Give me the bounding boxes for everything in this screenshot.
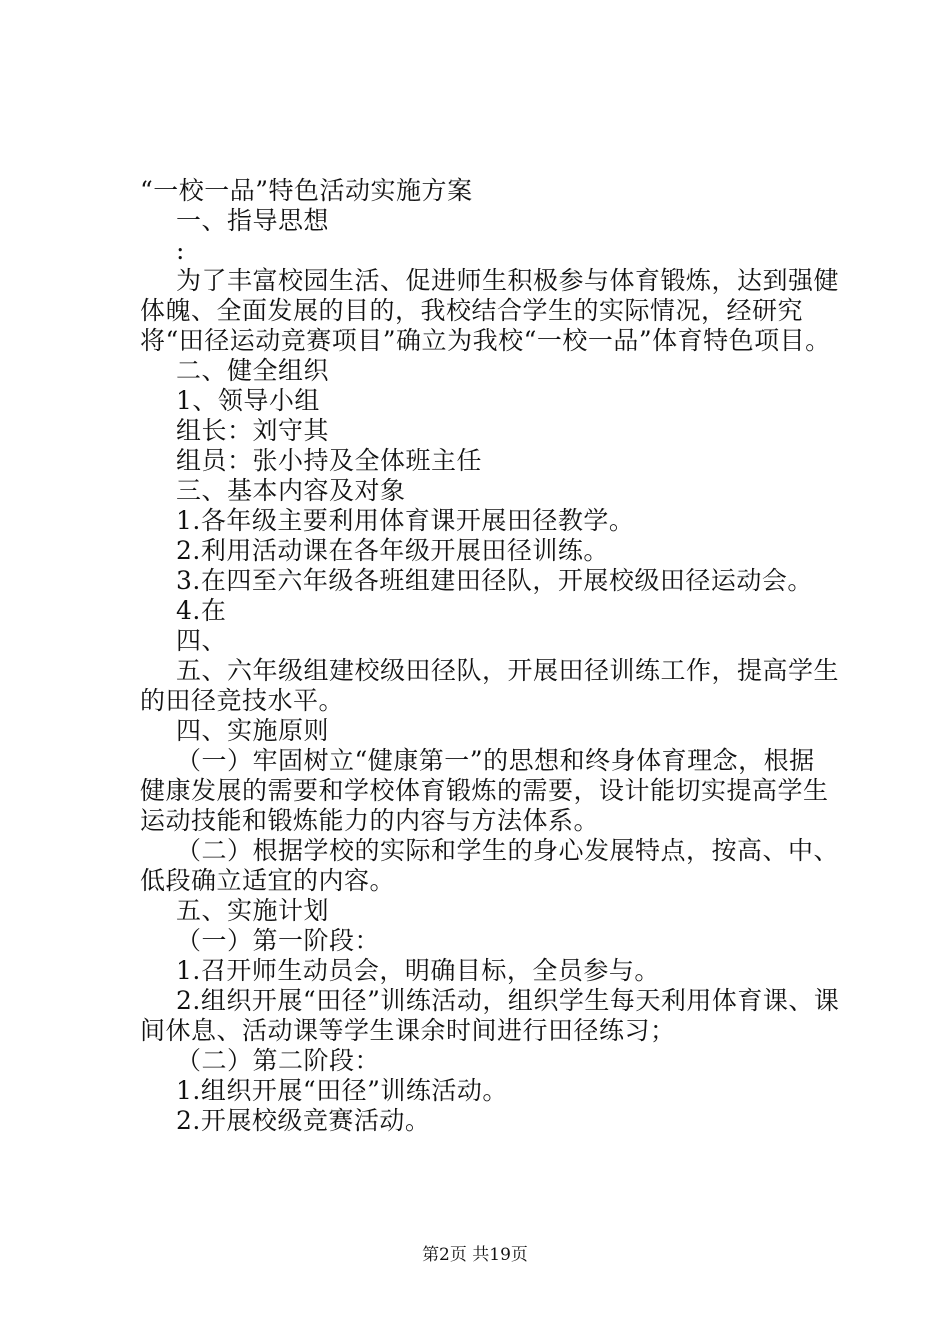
stage-1-item-1: 1.召开师生动员会，明确目标，全员参与。 [176,956,660,985]
document-title: “一校一品”特色活动实施方案 [140,176,473,205]
guiding-idea-paragraph: 为了丰富校园生活、促进师生积极参与体育锻炼，达到强健体魄、全面发展的目的，我校结合学生的实际情况，经研究将“田径运动竞赛项目”确立为我校“一校一品”体育特色项目。 [140,266,840,355]
stage-2-item-2: 2.开展校级竞赛活动。 [176,1106,431,1135]
section-heading-plan: 五、实施计划 [176,896,330,925]
stage-1-item-2: 2.组织开展“田径”训练活动，组织学生每天利用体育课、课间休息、活动课等学生课余时间进行田径练习； [140,986,840,1045]
content-item-2: 2.利用活动课在各年级开展田径训练。 [176,536,609,565]
content-item-6: 五、六年级组建校级田径队，开展田径训练工作，提高学生的田径竞技水平。 [140,656,840,715]
stage-2-heading: （二）第二阶段： [176,1046,381,1075]
content-item-3: 3.在四至六年级各班组建田径队，开展校级田径运动会。 [176,566,813,595]
content-item-5: 四、 [176,626,228,655]
section-heading-principles: 四、实施原则 [176,716,330,745]
content-item-1: 1.各年级主要利用体育课开展田径教学。 [176,506,635,535]
group-leader: 组长：刘守其 [176,416,330,445]
group-members: 组员：张小持及全体班主任 [176,446,483,475]
principle-paragraph-1: （一）牢固树立“健康第一”的思想和终身体育理念，根据健康发展的需要和学校体育锻炼的需要，设计能切实提高学生运动技能和锻炼能力的内容与方法体系。 [140,746,829,835]
principle-paragraph-2: （二）根据学校的实际和学生的身心发展特点，按高、中、低段确立适宜的内容。 [140,836,840,895]
section-heading-guiding-idea: 一、指导思想 [176,206,330,235]
stage-2-item-1: 1.组织开展“田径”训练活动。 [176,1076,508,1105]
section-heading-organization: 二、健全组织 [176,356,330,385]
content-item-4: 4.在 [176,596,227,625]
document-body [140,176,840,1136]
leadership-group-label: 1、领导小组 [176,386,320,415]
stage-1-heading: （一）第一阶段： [176,926,381,955]
section-heading-content: 三、基本内容及对象 [176,476,406,505]
stray-colon: : [176,236,185,265]
page-footer: 第2页 共19页 [422,1245,528,1265]
